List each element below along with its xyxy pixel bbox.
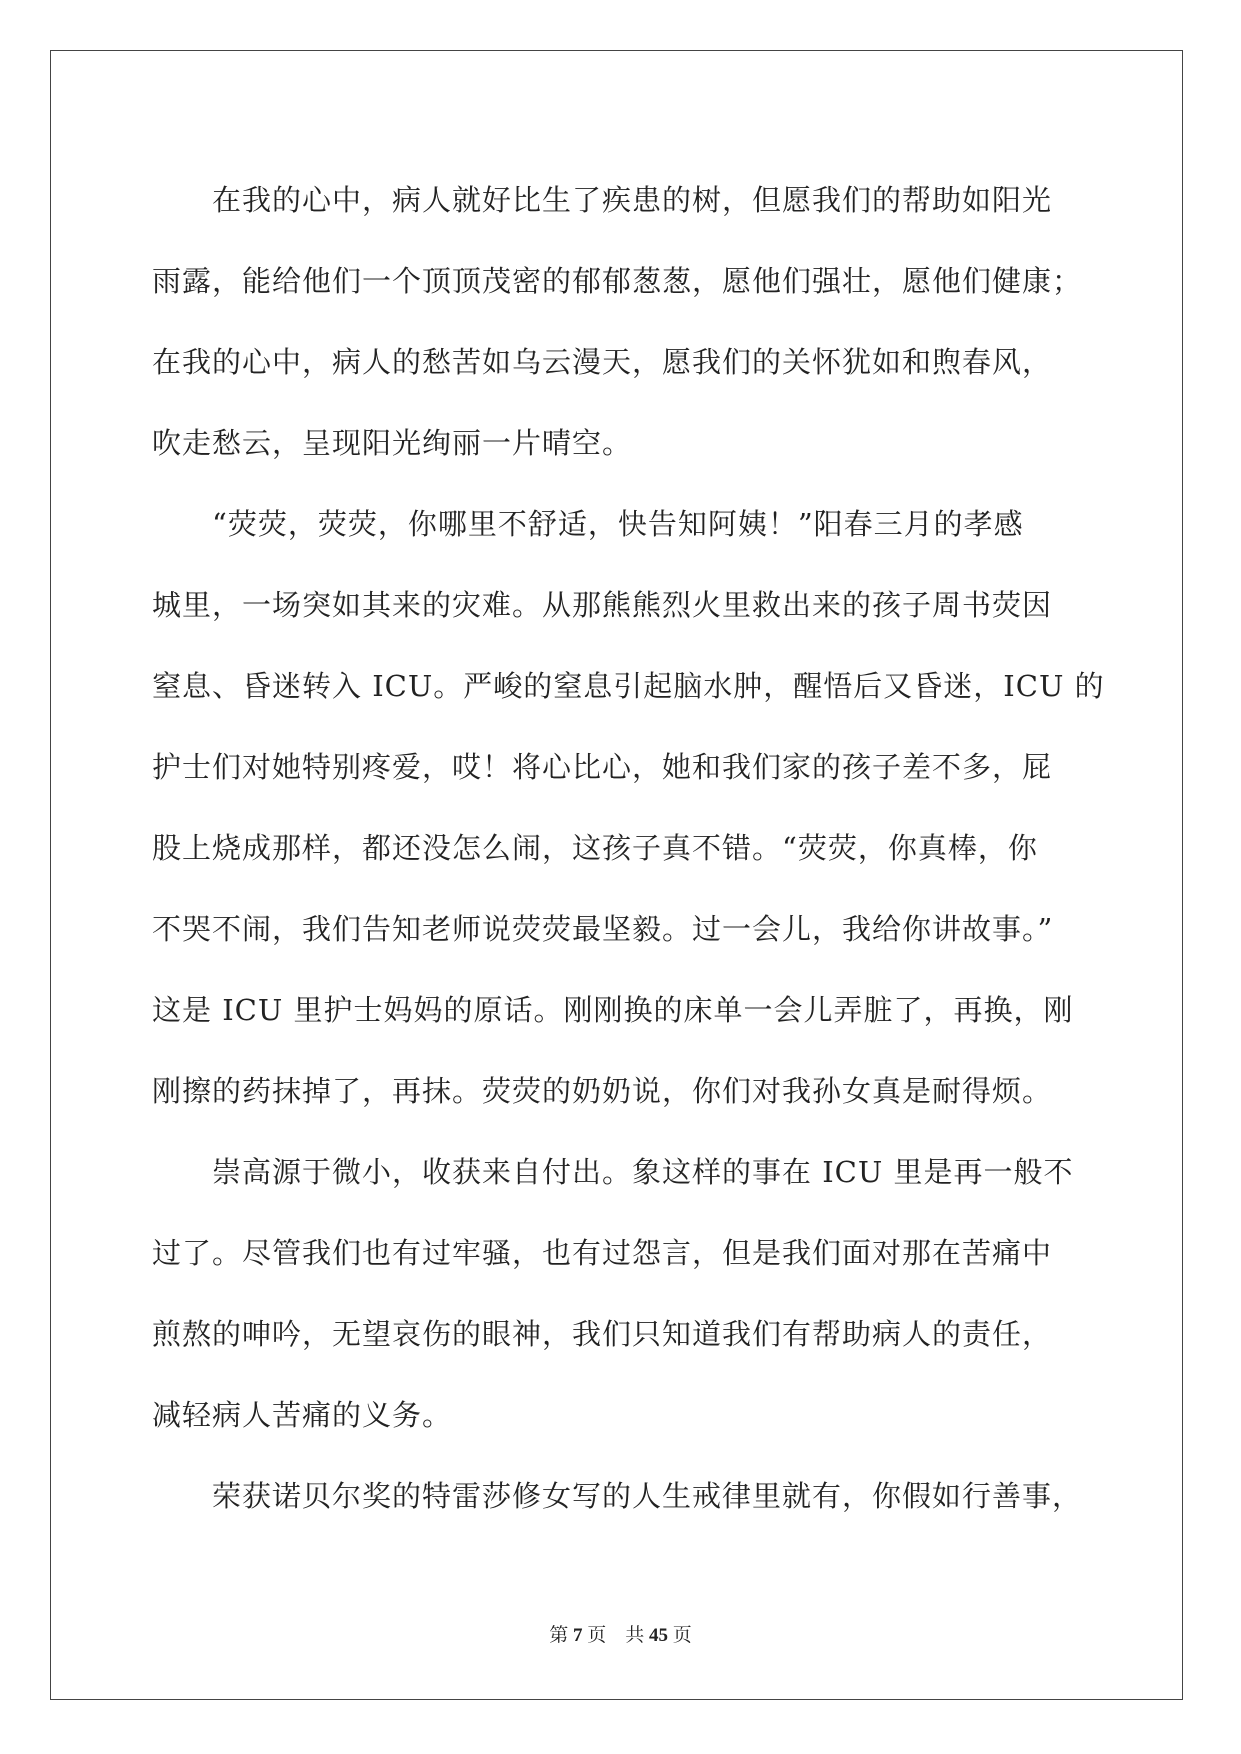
text-line: 减轻病人苦痛的义务。 <box>152 1398 453 1432</box>
page-mid: 页 共 <box>582 1625 649 1646</box>
text-line: “荧荧，荧荧，你哪里不舒适，快告知阿姨！”阳春三月的孝感 <box>152 507 1024 541</box>
paragraph-3 <box>152 1132 1092 1456</box>
text-line: 护士们对她特别疼爱，哎！将心比心，她和我们家的孩子差不多，屁 <box>152 750 1053 784</box>
text-line: 股上烧成那样，都还没怎么闹，这孩子真不错。“荧荧，你真棒，你 <box>152 831 1038 865</box>
text-line: 雨露，能给他们一个顶顶茂密的郁郁葱葱，愿他们强壮，愿他们健康； <box>152 264 1083 298</box>
text-line: 过了。尽管我们也有过牢骚，也有过怨言，但是我们面对那在苦痛中 <box>152 1236 1053 1270</box>
page-suffix: 页 <box>668 1625 692 1646</box>
text-line: 窒息、昏迷转入 ICU。严峻的窒息引起脑水肿，醒悟后又昏迷，ICU 的 <box>152 669 1105 703</box>
page-prefix: 第 <box>549 1625 573 1646</box>
page-footer <box>0 1620 1241 1647</box>
text-line: 不哭不闹，我们告知老师说荧荧最坚毅。过一会儿，我给你讲故事。” <box>152 912 1054 946</box>
text-line: 这是 ICU 里护士妈妈的原话。刚刚换的床单一会儿弄脏了，再换，刚 <box>152 993 1074 1027</box>
text-line: 在我的心中，病人就好比生了疾患的树，但愿我们的帮助如阳光 <box>152 183 1053 217</box>
text-line: 煎熬的呻吟，无望哀伤的眼神，我们只知道我们有帮助病人的责任， <box>152 1317 1053 1351</box>
text-line: 刚擦的药抹掉了，再抹。荧荧的奶奶说，你们对我孙女真是耐得烦。 <box>152 1074 1053 1108</box>
text-line: 在我的心中，病人的愁苦如乌云漫天，愿我们的关怀犹如和煦春风， <box>152 345 1053 379</box>
text-line: 崇高源于微小，收获来自付出。象这样的事在 ICU 里是再一般不 <box>152 1155 1074 1189</box>
paragraph-1 <box>152 160 1092 484</box>
document-body <box>152 160 1105 1537</box>
text-line: 荣获诺贝尔奖的特雷莎修女写的人生戒律里就有，你假如行善事， <box>152 1479 1083 1513</box>
total-page-number: 45 <box>649 1625 668 1646</box>
text-line: 城里，一场突如其来的灾难。从那熊熊烈火里救出来的孩子周书荧因 <box>152 588 1053 622</box>
paragraph-2 <box>152 484 1105 1132</box>
paragraph-4 <box>152 1456 1092 1537</box>
text-line: 吹走愁云，呈现阳光绚丽一片晴空。 <box>152 426 633 460</box>
current-page-number: 7 <box>572 1625 583 1646</box>
